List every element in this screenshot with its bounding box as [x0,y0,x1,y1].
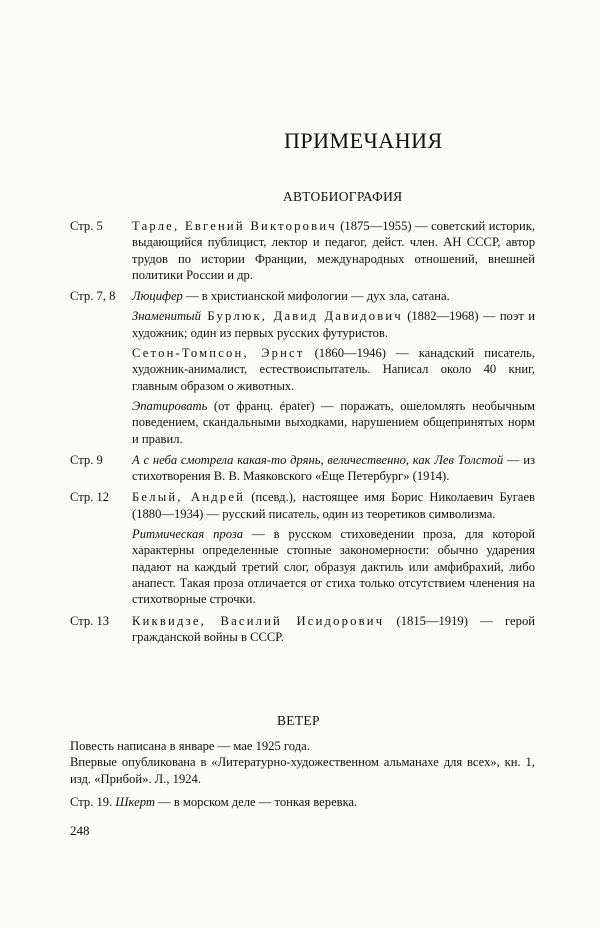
note-paragraph [132,398,535,447]
note-ref: Стр. 9 [70,452,103,467]
note-entry [70,452,535,485]
note-paragraph [132,613,535,646]
note-entry [70,218,535,283]
section-heading-wind: ВЕТЕР [277,713,320,728]
note-paragraph [132,526,535,607]
note-entry [70,613,535,646]
note-ref: Стр. 12 [70,490,110,505]
wind-line-1: Повесть написана в январе — мае 1925 года. [70,739,310,753]
note-paragraph [132,218,535,283]
note-paragraph [132,452,535,485]
note-text: (1875—1955) — советский историк, выдающийся публицист, лектор и педагог, дейст. член. АН СССР, автор трудов по истории Франции, международных отношений, внешней политики России и др. [132,219,535,282]
note-text: (1860—1946) — канадский писатель, художник-анималист, естествоиспытатель. Написал около 40 книг, главным образом о животных. [132,346,535,393]
wind-line-2: Впервые опубликована в «Литературно-художественном альманахе для всех», кн. 1, изд. «Прибой». Л., 1924. [70,755,535,786]
note-paragraph [132,288,535,304]
note-term: Шкерт [115,795,155,809]
note-name: Белый, Андрей [132,490,246,505]
note-paragraph [70,794,535,810]
note-ref: Стр. 19. [70,795,113,809]
note-text: — в христианской мифологии — дух зла, сатана. [182,289,450,304]
note-body [132,489,535,607]
note-body [132,288,535,447]
wind-note-entry [70,794,535,810]
note-entry [70,288,535,447]
page-title: ПРИМЕЧАНИЯ [284,128,443,153]
page-number: 248 [70,823,90,838]
note-text: (1882—1968) — поэт и художник; один из первых русских футуристов. [132,309,535,340]
note-body [132,452,535,485]
note-text: — в русском стиховедении проза, для которой характерны определенные стопные закономерности: обычно ударения падают на каждый третий слог, образуя дактиль или амфибрахий, либо анапест. Такая проза отличается от стиха только отсутствием членения на стихотворные строчки. [132,527,535,607]
note-name: Бурлюк, Давид Давидович [200,309,403,324]
note-text: (псевд.), настоящее имя Борис Николаевич Бугаев (1880—1934) — русский писатель, один из теоретиков символизма. [132,490,536,521]
note-term: А с неба смотрела какая-то дрянь, величественно, как Лев Толстой [132,452,504,467]
note-text: — из стихотворения В. В. Маяковского «Еще Петербург» (1914). [132,452,535,484]
note-term: Эпатировать [132,398,208,413]
note-body [132,613,535,646]
note-text: — в морском деле — тонкая веревка. [154,795,358,809]
section-heading-autobiography: АВТОБИОГРАФИЯ [283,189,403,204]
note-name: Сетон-Томпсон, Эрнст [132,346,305,361]
note-ref: Стр. 7, 8 [70,289,116,304]
note-ref: Стр. 13 [70,613,110,628]
note-entry [70,489,535,607]
notes-list [70,218,535,650]
note-term: Люцифер [132,289,183,304]
note-ref: Стр. 5 [70,219,103,233]
wind-intro [70,738,535,787]
note-term: Знаменитый [132,309,201,324]
note-paragraph [132,489,535,522]
note-name: Тарле, Евгений Викторович [132,219,337,233]
note-paragraph [132,345,535,394]
note-body [132,218,535,283]
note-name: Киквидзе, Василий Исидорович [132,613,385,628]
note-text: (от франц. épater) — поражать, ошеломлять необычным поведением, скандальными выходками, нарушением общепринятых норм и правил. [132,398,535,446]
note-paragraph [132,308,535,341]
note-term: Ритмическая проза [132,527,244,542]
note-text: (1815—1919) — герой гражданской войны в СССР. [132,613,535,644]
